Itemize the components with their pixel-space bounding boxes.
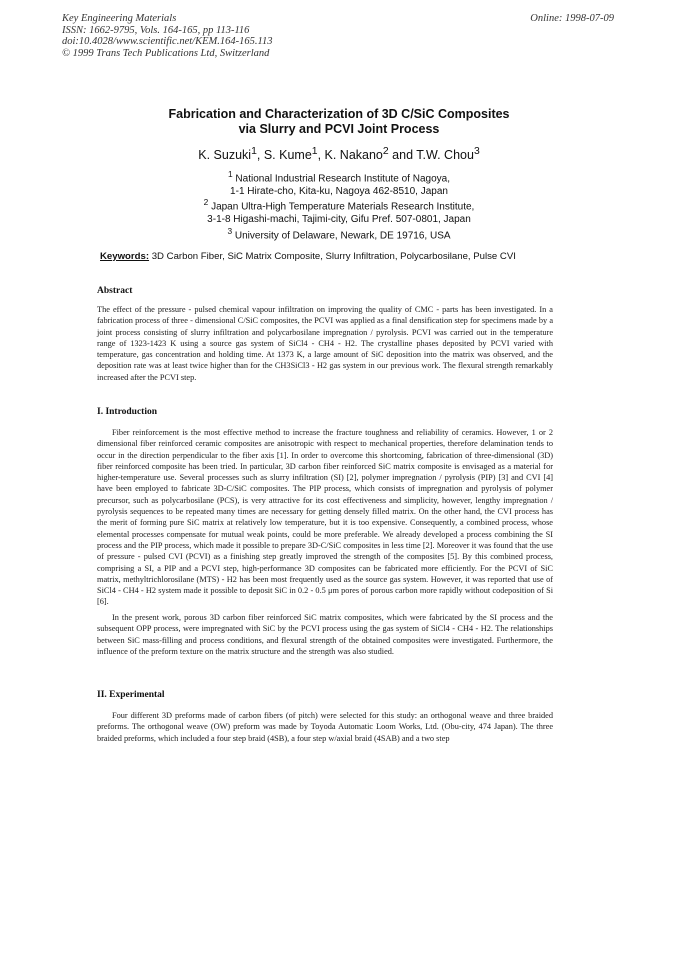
affil-mark: 3 [227, 226, 233, 236]
introduction-heading: I. Introduction [97, 407, 158, 417]
affiliation-1 [0, 168, 678, 198]
affil-line: National Industrial Research Institute of Nagoya, [235, 173, 450, 185]
abstract-body: The effect of the pressure - pulsed chemical vapour infiltration on improving the quality of CMC - parts has been investigated. In a fabrication process of three - dimensional C/SiC composites, the PCVI was applied as a final densification step for specimens made by a joint process consisting of slurry infiltration and polycarbosilane impregnation / pyrolysis. PCVI was carried out in the temperature range of 1323-1423 K using a source gas system of SiCl4 - CH4 - H2. The crystalline phases deposited by PCVI varied with temperature, gas concentration and holding time. At 1373 K, a large amount of SiC deposition into the matrix was observed, and the deposition rate was at least twice higher than for the CH3SiCl3 - H2 gas system in our previous work. The flexural strength remarkably increased after the PCVI step. [97, 305, 553, 382]
abstract-heading: Abstract [97, 286, 133, 296]
intro-paragraph-2: In the present work, porous 3D carbon fiber reinforced SiC matrix composites, which were fabricated by the SI process and the subsequent OPP process, were impregnated with SiC by the PCVI process using the gas system of SiCl4 - CH4 - H2. The relationships between SiC mass-filling and process conditions, and flexural strength of the obtained composites were investigated. Furthermore, the influence of the preform texture on the matrix structure and the strength was also studied. [97, 613, 553, 656]
online-date: Online: 1998-07-09 [530, 13, 614, 24]
copyright-line: © 1999 Trans Tech Publications Ltd, Switzerland [62, 47, 270, 59]
experimental-paragraph-1: Four different 3D preforms made of carbon fibers (of pitch) were selected for this study: an orthogonal weave and three braided preforms. The orthogonal weave (OW) preform was made by Toyoda Automatic Loom Works, Ltd. (Obu-city, 474 Japan). The three braided preforms, which included a four step braid (4SB), a four step w/axial braid (4SAB) and a two step [97, 711, 553, 743]
author-affil-mark: 3 [473, 146, 480, 157]
affil-line: University of Delaware, Newark, DE 19716, USA [234, 230, 451, 242]
issn-line: ISSN: 1662-9795, Vols. 164-165, pp 113-116 [62, 24, 250, 36]
keywords-line [100, 251, 660, 262]
author-affil-mark: 1 [251, 146, 257, 157]
title-line-1: Fabrication and Characterization of 3D C/SiC Composites [168, 107, 510, 121]
title-line-2: via Slurry and PCVI Joint Process [238, 122, 440, 136]
doi-line: doi:10.4028/www.scientific.net/KEM.164-165.113 [62, 36, 273, 47]
author-name: K. Nakano [324, 148, 383, 163]
affil-mark: 1 [228, 169, 233, 179]
author-name: T.W. Chou [416, 148, 474, 163]
experimental-heading: II. Experimental [97, 690, 165, 700]
keywords-label: Keywords: [100, 251, 150, 262]
journal-name: Key Engineering Materials [62, 13, 177, 24]
author-affil-mark: 2 [382, 146, 389, 157]
author-name: K. Suzuki [198, 148, 252, 163]
author-list: K. Suzuki$^1$, S. Kume$^1$, K. Nakano$^2$ and T.W. Chou$^3$ [198, 146, 480, 163]
author-affil-mark: 1 [311, 146, 318, 157]
keywords-text: 3D Carbon Fiber, SiC Matrix Composite, Slurry Infiltration, Polycarbosilane, Pulse CVI [151, 251, 516, 262]
header-citation [62, 13, 272, 59]
affil-line: Japan Ultra-High Temperature Materials Research Institute, [211, 201, 475, 213]
affil-line: 3-1-8 Higashi-machi, Tajimi-city, Gifu Pref. 507-0801, Japan [207, 213, 471, 225]
affil-mark: 2 [203, 197, 209, 207]
paper-title [0, 107, 678, 137]
affiliation-2 [0, 196, 678, 226]
affiliation-3 [0, 225, 678, 243]
affil-line: 1-1 Hirate-cho, Kita-ku, Nagoya 462-8510, Japan [230, 185, 448, 197]
author-name: S. Kume [263, 148, 312, 163]
intro-paragraph-1: Fiber reinforcement is the most effective method to increase the fracture toughness and reliability of ceramics. However, 1 or 2 dimensional fiber reinforced ceramic composites are anisotropic with respect to mechanical properties, therefore delamination tends to occur in the direction perpendicular to the fiber axis [1]. In order to overcome this shortcoming, fabrication of three-dimensional (3D) fiber reinforced composite has been tried. In particular, 3D carbon fiber reinforced SiC matrix composite is envisaged as a material for higher-temperature use. Several processes such as slurry infiltration (SI) [2], polymer impregnation / pyrolysis (PIP) [3] and CVI [4] have been employed to fabricate 3D-C/SiC composites. The PIP process, which consists of impregnation and pyrolysis of polymer precursor, such as polycarbosilane (PCS), is very attractive for its cost effectiveness and simplicity, however, lengthy impregnation / pyrolysis sequences to be repeated many times are necessary for getting densely filled matrix. On the other hand, the CVI process has the merit of forming pure SiC matrix at relatively low temperature, but it is too expensive. Consequently, a combined process, whose elemental processes compensate for mutual weak points, could be more preferable. We already developed a process combining the SI process and the PIP process, which made it possible to prepare 3D-C/SiC composites in less time [2]. Moreover it was found that the use of pressure - pulsed CVI (PCVI) as a finishing step greatly improved the strength of the composites [5]. By this combined process, comprising a SI, a PIP and a PCVI step, high-performance 3D composites can be fabricated more efficiently. For the PCVI of SiC matrix, methyltrichlorosilane (MTS) - H2 has been most frequently used as the source gas system. However, it was reported that use of SiCl4 - CH4 - H2 system made it possible to deposit SiC in 0.2 - 0.5 μm pores of porous carbon more rapidly without codeposition of Si [6]. [97, 428, 553, 607]
